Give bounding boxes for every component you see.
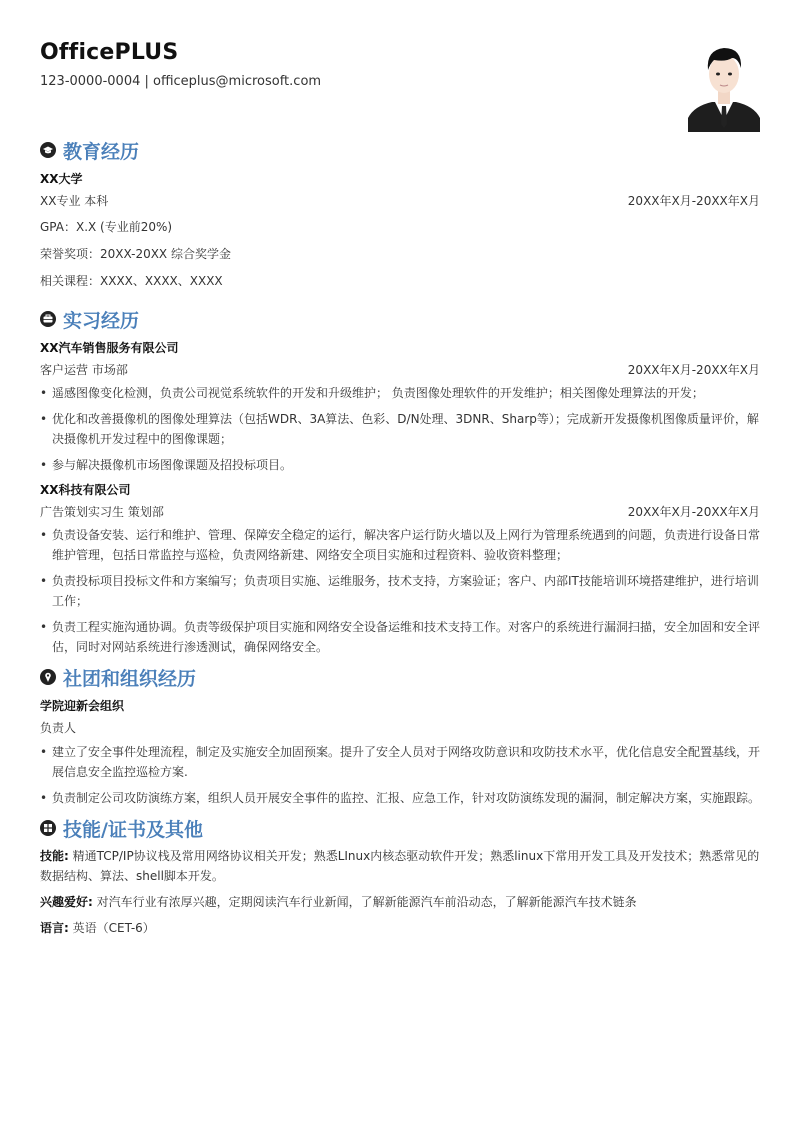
- job-bullets: [40, 383, 760, 475]
- grid-icon: [40, 820, 56, 836]
- club-bullets: [40, 742, 760, 808]
- list-item: • 建立了安全事件处理流程，制定及实施安全加固预案。提升了安全人员对于网络攻防意识和攻防技术水平，优化信息安全配置基线，开展信息安全监控巡检方案.: [40, 742, 760, 782]
- section-title: 教育经历: [63, 140, 140, 163]
- job-role: 广告策划实习生 策划部: [40, 505, 164, 519]
- company-name: XX汽车销售服务有限公司: [40, 341, 179, 355]
- job-entry: [40, 481, 760, 657]
- skill-tech: [40, 846, 760, 886]
- list-item: • 遥感图像变化检测，负责公司视觉系统软件的开发和升级维护； 负责图像处理软件的开发维护；相关图像处理算法的开发；: [40, 383, 760, 403]
- skill-text: 对汽车行业有浓厚兴趣，定期阅读汽车行业新闻，了解新能源汽车前沿动态，了解新能源汽车技术链条: [92, 895, 637, 909]
- job-role: 客户运营 市场部: [40, 363, 128, 377]
- skill-hobby: [40, 892, 760, 912]
- internship-section: [40, 305, 760, 657]
- skill-label: 兴趣爱好:: [40, 895, 93, 909]
- job-bullets: [40, 525, 760, 657]
- list-item: • 负责投标项目投标文件和方案编写；负责项目实施、运维服务，技术支持，方案验证；客户、内部IT技能培训环境搭建维护，进行培训工作；: [40, 571, 760, 611]
- skill-label: 技能:: [40, 849, 69, 863]
- briefcase-icon: [40, 311, 56, 327]
- skill-text: 精通TCP/IP协议栈及常用网络协议相关开发；熟悉LInux内核态驱动软件开发；熟悉linux下常用开发工具及开发技术；熟悉常见的数据结构、算法、shell脚本开发。: [40, 849, 760, 883]
- education-period: 20XX年X月-20XX年X月: [627, 194, 760, 208]
- job-period: 20XX年X月-20XX年X月: [627, 505, 760, 519]
- section-header: [40, 136, 760, 164]
- resume-content: [40, 136, 760, 944]
- school-name: XX大学: [40, 172, 83, 186]
- job-entry: [40, 339, 760, 475]
- contact-info: 123-0000-0004 | officeplus@microsoft.com: [40, 74, 322, 89]
- section-header: [40, 305, 760, 333]
- courses: 相关课程：XXXX、XXXX、XXXX: [40, 274, 223, 288]
- skill-text: 英语（CET-6）: [68, 921, 155, 935]
- section-header: [40, 814, 760, 842]
- education-row: [40, 188, 760, 214]
- org-name: 学院迎新会组织: [40, 699, 125, 713]
- section-title: 社团和组织经历: [63, 667, 197, 690]
- section-title: 技能/证书及其他: [63, 818, 203, 841]
- section-title: 实习经历: [63, 309, 140, 332]
- pin-icon: [40, 669, 56, 685]
- resume-header: [40, 40, 760, 136]
- job-period: 20XX年X月-20XX年X月: [627, 363, 760, 377]
- education-section: [40, 136, 760, 295]
- list-item: • 参与解决摄像机市场图像课题及招投标项目。: [40, 455, 760, 475]
- skills-section: [40, 814, 760, 938]
- section-header: [40, 663, 760, 691]
- job-row: [40, 499, 760, 525]
- club-role: 负责人: [40, 721, 77, 735]
- list-item: • 负责制定公司攻防演练方案，组织人员开展安全事件的监控、汇报、应急工作，针对攻防演练发现的漏洞，制定解决方案，实施跟踪。: [40, 788, 760, 808]
- candidate-name: OfficePLUS: [40, 40, 179, 65]
- company-name: XX科技有限公司: [40, 483, 131, 497]
- skill-language: [40, 918, 760, 938]
- list-item: • 负责工程实施沟通协调。负责等级保护项目实施和网络安全设备运维和技术支持工作。对客户的系统进行漏洞扫描，安全加固和安全评估，同时对网站系统进行渗透测试，确保网络安全。: [40, 617, 760, 657]
- major: XX专业 本科: [40, 194, 109, 208]
- honors: 荣誉奖项：20XX-20XX 综合奖学金: [40, 247, 231, 261]
- avatar: [688, 40, 760, 132]
- gpa: GPA：X.X (专业前20%): [40, 220, 173, 234]
- job-row: [40, 357, 760, 383]
- club-section: [40, 663, 760, 808]
- list-item: • 负责设备安装、运行和维护、管理、保障安全稳定的运行，解决客户运行防火墙以及上网行为管理系统遇到的问题，负责进行设备日常维护管理，包括日常监控与巡检，负责网络新建、网络安全项目实施和过程资料、验收资料整理；: [40, 525, 760, 565]
- list-item: • 优化和改善摄像机的图像处理算法（包括WDR、3A算法、色彩、D/N处理、3DNR、Sharp等）；完成新开发摄像机图像质量评价，解决摄像机开发过程中的图像课题；: [40, 409, 760, 449]
- skill-label: 语言:: [40, 921, 69, 935]
- graduation-cap-icon: [40, 142, 56, 158]
